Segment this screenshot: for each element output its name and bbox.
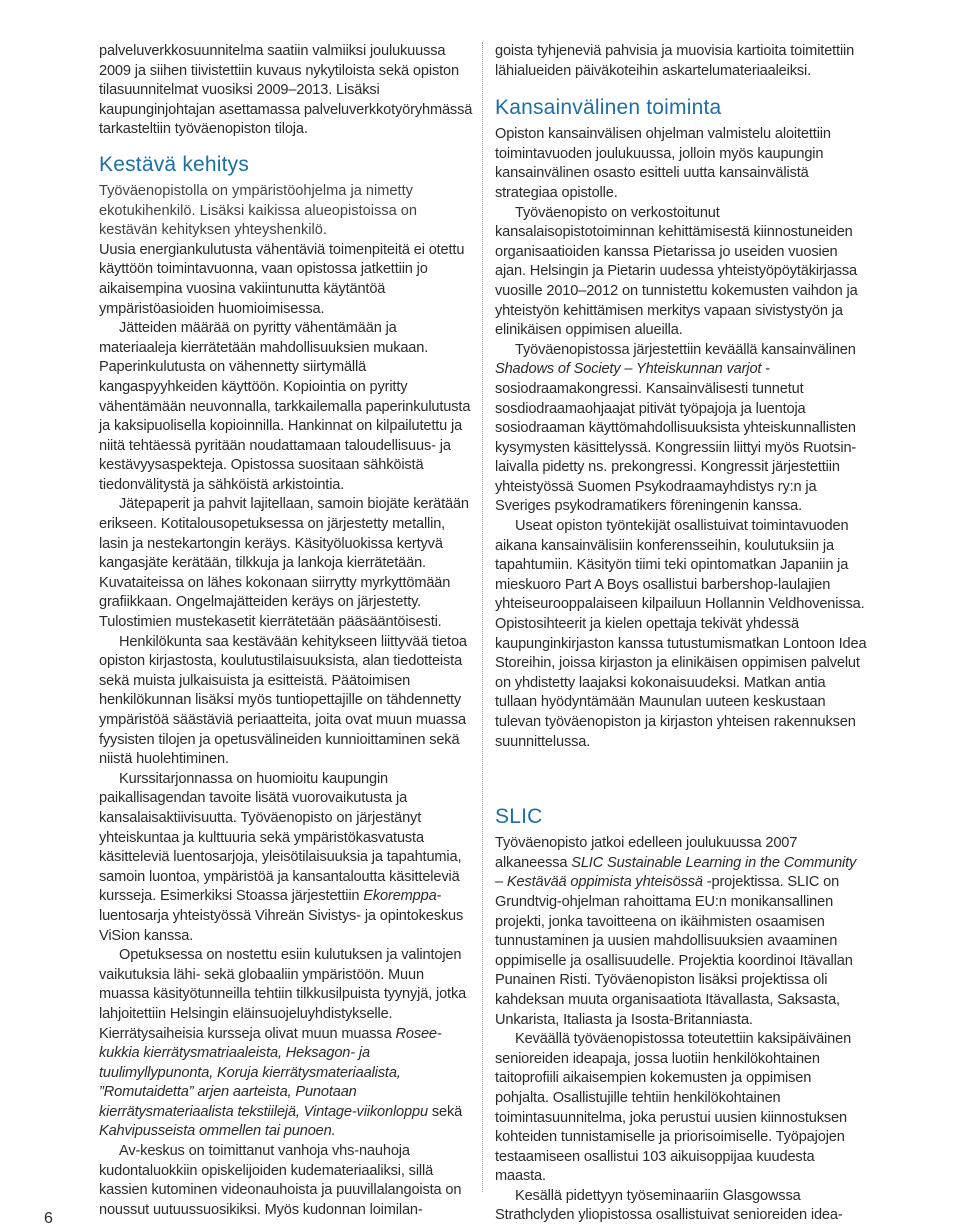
slic-paragraph-3: Kesällä pidettyyn työseminaariin Glasgowssa Strathclyden yliopistossa osallistuivat senioreiden idea-	[495, 1187, 843, 1224]
kierratys-text-a: Kierrätysaiheisia kursseja olivat muun muassa	[99, 1025, 396, 1042]
right-column	[495, 42, 867, 1226]
kv-paragraph-3	[495, 341, 867, 517]
kierratys-text-b: sekä	[427, 1103, 463, 1120]
column-divider	[482, 42, 483, 1192]
kv-paragraph-1: Opiston kansainvälisen ohjelman valmistelu aloitettiin toimintavuoden joulukuussa, jolloin myös kaupungin kansainvälinen osasto esitteli uutta kansainvälistä strategiaa opistolle.	[495, 126, 831, 201]
slic-paragraph-1	[495, 834, 867, 1030]
kurssitarjonta-text-a: Kurssitarjonnassa on huomioitu kaupungin paikallisagendan tavoite lisätä vuorovaikutusta ja kansalaisaktiivisuutta. Työväenopisto on järjestänyt yhteiskuntaa ja kulttuuria sekä ympäristökasvatusta käsitteleviä luentosarjoja, yleisötilaisuuksia ja tapahtumia, samoin luontoa, ympäristöä ja kansantaloutta käsitteleviä kursseja. Esimerkiksi Stoassa järjestettiin	[99, 770, 462, 905]
kurssitarjonta-italic: Ekoremppa	[363, 888, 437, 905]
kierratys-italic: Rosee-kukkia kierrätysmatriaaleista, Heksagon- ja tuulimyllypunonta, Koruja kierrätysmateriaalista, ”Romutaidetta” arjen aarteista, Punotaan kierrätysmateriaalista tekstiilejä, Vintage-viikonloppu	[99, 1025, 442, 1120]
page-number: 6	[44, 1210, 53, 1227]
heading-kansainvalinen-toiminta: Kansainvälinen toiminta	[495, 96, 722, 120]
opetus-paragraph: Opetuksessa on nostettu esiin kulutuksen ja valintojen vaikutuksia lähi- sekä globaaliin ympäristöön. Muun muassa käsityötunneilla tehtiin tilkkusilpuista tyynyjä, jotka lahjoitettiin Helsingin eläinsuojeluyhdistykselle.	[99, 947, 467, 1022]
kv-paragraph-3-italic: Shadows of Society – Yhteiskunnan varjot	[495, 361, 762, 378]
kurssitarjonta-paragraph	[99, 770, 473, 946]
kv-paragraph-3-text-b: -sosiodraamakongressi. Kansainvälisesti tunnetut sosdiodraamaohjaajat pitivät työpajoja ja luentoja sosiodraaman käyttömahdollisuuksista yhteiskunnallisten kysymysten käsittelyssä. Kongressiin liittyi myös Ruotsin-laivalla pidetty ns. prekongressi. Kongressit järjestettiin yhteistyössä Suomen Psykodraamayhdistys ry:n ja Sveriges psykodramatikers föreningenin kanssa.	[495, 361, 857, 515]
kv-paragraph-4: Useat opiston työntekijät osallistuivat toimintavuoden aikana kansainvälisiin konferensseihin, koulutuksiin ja tapahtumiin. Käsityön tiimi teki opintomatkan Japaniin ja mieskuoro Part A Boys osallistui barbershop-laulajien yhteiseurooppalaiseen kilpailuun Hollannin Veldhovenissa. Opistosihteerit ja kielen opettaja tekivät yhdessä kaupunginkirjaston kanssa tutustumismatkan Lontoon Idea Storeihin, joissa kirjaston ja elinikäisen oppimisen palvelut on yhdistetty laajaksi kokonaisuudeksi. Matkan antia tullaan hyödyntämään Maunulan uuteen keskustaan tulevan työväenopiston ja kirjaston yhteisen rakennuksen suunnittelussa.	[495, 518, 867, 750]
kurssitarjonta-text-b: -luentosarja yhteistyössä Vihreän Sivistys- ja opintokeskus ViSion kanssa.	[99, 888, 464, 944]
jatteet-paragraph: Jätteiden määrää on pyritty vähentämään ja materiaaleja kierrätetään mahdollisuuksien mukaan. Paperinkulutusta on vähennetty siirtymällä kangaspyyhkeiden käyttöön. Kopiointia on pyritty vähentämään neuvonnalla, tarkkailemalla paperinkulutusta ja kaksipuolisella kopioinnilla. Hankinnat on kilpailutettu ja niitä tehtäessä pyritään noudattamaan taloudellisuus- ja kestävyysaspekteja. Opistossa suositaan sähköistä tiedonvälitystä ja sähköistä arkistointia.	[99, 320, 471, 493]
heading-kestava-kehitys: Kestävä kehitys	[99, 152, 250, 176]
continuation-paragraph: goista tyhjeneviä pahvisia ja muovisia kartioita toimitettiin lähialueiden päiväkoteihin askartelumateriaaleiksi.	[495, 43, 855, 79]
kv-paragraph-3-text-a: Työväenopistossa järjestettiin keväällä kansainvälinen	[515, 341, 856, 358]
slic-paragraph-1-italic: SLIC Sustainable Learning in the Community – Kestävää oppimista yhteisössä	[495, 854, 857, 891]
henkilokunta-paragraph: Henkilökunta saa kestävään kehitykseen liittyvää tietoa opiston kirjastosta, koulutustilaisuuksista, alan tiedotteista sekä muista julkaisuista ja esitteistä. Päätoimisen henkilökunnan lisäksi myös tuntiopettajille on tähdennetty ympäristöä säästäviä periaatteita, joita ovat muun muassa fyysisten tilojen ja opetusvälineiden kunnioittaminen sekä niistä huolehtiminen.	[99, 633, 467, 768]
left-column	[99, 42, 473, 1220]
kv-paragraph-2: Työväenopisto on verkostoitunut kansalaisopistotoiminnan kehittämisestä kiinnostuneiden organisaatioiden kanssa Pietarissa jo useiden vuosien ajan. Helsingin ja Pietarin uudessa yhteistyöpöytäkirjassa vuosille 2010–2012 on tunnistettu kokemusten vaihdon ja yhteistyön kehittämisen merkitys vapaan sivistystyön ja elinikäisen oppimisen alueilla.	[495, 204, 858, 339]
kierratys-paragraph	[99, 1025, 473, 1143]
kestava-paragraph: Uusia energiankulutusta vähentäviä toimenpiteitä ei otettu käyttöön toimintavuonna, vaan opistossa jatkettiin jo aikaisempina vuosina vakiintunutta käytäntöä ympäristöasioiden huomioimisessa.	[99, 241, 465, 317]
kierratys-italic-2: Kahvipusseista ommellen tai punoen.	[99, 1123, 336, 1140]
jatepaperit-paragraph: Jätepaperit ja pahvit lajitellaan, samoin biojäte kerätään erikseen. Kotitalousopetuksessa on järjestetty metallin, lasin ja nestekartongin keräys. Käsityöluokissa kertyvä kangasjäte kerätään, tilkkuja ja lankoja kierrätetään. Kuvataiteissa on lähes kokonaan siirrytty myrkyttömään grafiikkaan. Ongelmajätteiden keräys on järjestetty. Tulostimien mustekasetit kierrätetään pääsääntöisesti.	[99, 496, 469, 631]
slic-paragraph-1-text-b: -projektissa. SLIC on Grundtvig-ohjelman rahoittama EU:n monikansallinen projekti, jonka tavoitteena on ikäihmisten osaamisen tunnustaminen ja uusien mahdollisuuksien avaaminen oppimiselle ja osallisuudelle. Projektia koordinoi Itävallan Punainen Risti. Työväenopiston lisäksi projektissa oli kahdeksan muuta organisaatiota Itävallasta, Saksasta, Unkarista, Italiasta ja Isosta-Britanniasta.	[495, 874, 853, 1028]
kestava-lead-paragraph: Työväenopistolla on ympäristöohjelma ja nimetty ekotukihenkilö. Lisäksi kaikissa alueopistoissa on kestävän kehityksen yhteyshenkilö.	[99, 182, 417, 239]
intro-paragraph: palveluverkkosuunnitelma saatiin valmiiksi joulukuussa 2009 ja siihen tiivistettiin kuvaus nykytiloista sekä opiston tilasuunnitelmat vuosiksi 2009–2013. Lisäksi kaupunginjohtajan asettamassa palveluverkkotyöryhmässä tarkasteltiin työväenopiston tiloja.	[99, 43, 473, 138]
slic-paragraph-2: Keväällä työväenopistossa toteutettiin kaksipäiväinen senioreiden ideapaja, jossa luotiin henkilökohtainen taitoprofiili aikaisempien kokemusten ja oppimisen pohjalta. Osallistujille tehtiin henkilökohtainen toimintasuunnitelma, joka perustui uusien kiinnostuksen kohteiden tunnistamiselle ja priorisoimiselle. Työpajojen testaamiseen osallistui 103 aikuisoppijaa kuudesta maasta.	[495, 1031, 852, 1185]
heading-slic: SLIC	[495, 805, 543, 829]
slic-paragraph-1-text-a: Työväenopisto jatkoi edelleen joulukuussa 2007 alkaneessa	[495, 835, 798, 871]
avkeskus-paragraph: Av-keskus on toimittanut vanhoja vhs-nauhoja kudontaluokkiin opiskelijoiden kudemateriaaliksi, sillä kassien kutominen videonauhoista ja puuvillalangoista on noussut uutuussuosikiksi. Myös kudonnan loimilan-	[99, 1143, 462, 1218]
